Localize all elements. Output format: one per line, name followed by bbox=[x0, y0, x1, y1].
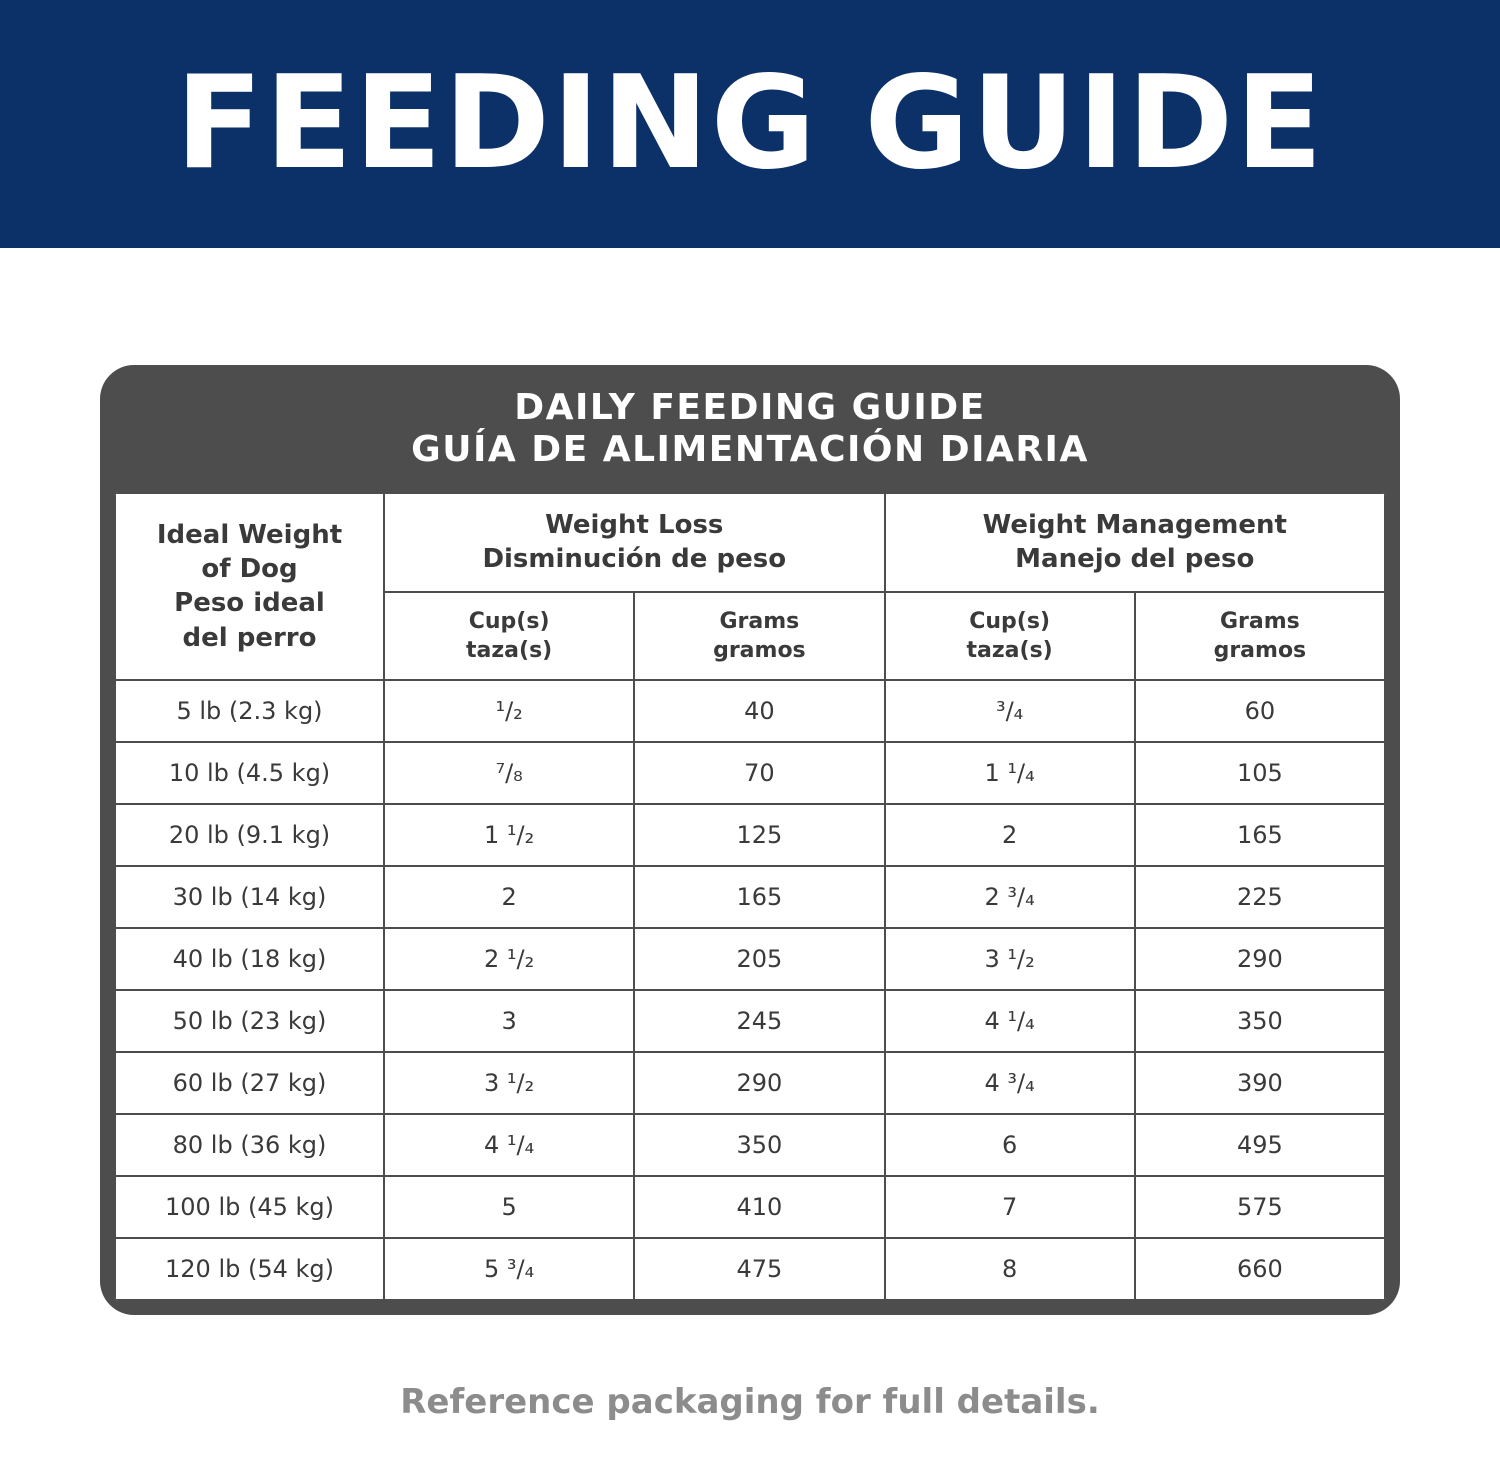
cell-loss-cups: 1 ¹/₂ bbox=[384, 804, 634, 866]
table-row bbox=[115, 1052, 1385, 1114]
card-header bbox=[100, 365, 1400, 492]
cell-loss-grams: 290 bbox=[634, 1052, 884, 1114]
cell-mgmt-cups: 4 ³/₄ bbox=[885, 1052, 1135, 1114]
header-mgmt-grams bbox=[1135, 592, 1385, 680]
cell-loss-grams: 475 bbox=[634, 1238, 884, 1300]
cell-mgmt-grams: 60 bbox=[1135, 680, 1385, 742]
header-group-weight-loss bbox=[384, 493, 885, 592]
header-ideal-weight-en-line2: of Dog bbox=[201, 553, 298, 584]
cell-mgmt-grams: 495 bbox=[1135, 1114, 1385, 1176]
header-group-weight-loss-en: Weight Loss bbox=[545, 509, 724, 540]
table-row bbox=[115, 804, 1385, 866]
cell-ideal-weight: 40 lb (18 kg) bbox=[115, 928, 384, 990]
cell-mgmt-cups: ³/₄ bbox=[885, 680, 1135, 742]
cell-loss-grams: 40 bbox=[634, 680, 884, 742]
cell-mgmt-cups: 8 bbox=[885, 1238, 1135, 1300]
cell-ideal-weight: 30 lb (14 kg) bbox=[115, 866, 384, 928]
footer-note: Reference packaging for full details. bbox=[400, 1382, 1100, 1422]
cell-ideal-weight: 5 lb (2.3 kg) bbox=[115, 680, 384, 742]
header-mgmt-cups bbox=[885, 592, 1135, 680]
cell-loss-cups: 3 bbox=[384, 990, 634, 1052]
cell-loss-cups: ¹/₂ bbox=[384, 680, 634, 742]
header-loss-grams-en: Grams bbox=[719, 608, 800, 634]
cell-mgmt-grams: 165 bbox=[1135, 804, 1385, 866]
cell-loss-cups: 4 ¹/₄ bbox=[384, 1114, 634, 1176]
table-row bbox=[115, 742, 1385, 804]
cell-loss-cups: 2 ¹/₂ bbox=[384, 928, 634, 990]
table-row bbox=[115, 1238, 1385, 1300]
table-row bbox=[115, 680, 1385, 742]
cell-mgmt-grams: 225 bbox=[1135, 866, 1385, 928]
cell-mgmt-grams: 390 bbox=[1135, 1052, 1385, 1114]
cell-loss-cups: ⁷/₈ bbox=[384, 742, 634, 804]
cell-ideal-weight: 120 lb (54 kg) bbox=[115, 1238, 384, 1300]
cell-loss-grams: 70 bbox=[634, 742, 884, 804]
table-header-row-1 bbox=[115, 493, 1385, 592]
header-group-weight-loss-es: Disminución de peso bbox=[482, 544, 787, 575]
cell-loss-grams: 350 bbox=[634, 1114, 884, 1176]
cell-loss-cups: 2 bbox=[384, 866, 634, 928]
header-group-weight-management-en: Weight Management bbox=[982, 509, 1287, 540]
cell-mgmt-cups: 1 ¹/₄ bbox=[885, 742, 1135, 804]
cell-mgmt-cups: 6 bbox=[885, 1114, 1135, 1176]
cell-mgmt-cups: 2 bbox=[885, 804, 1135, 866]
cell-ideal-weight: 60 lb (27 kg) bbox=[115, 1052, 384, 1114]
cell-ideal-weight: 20 lb (9.1 kg) bbox=[115, 804, 384, 866]
table-row bbox=[115, 1176, 1385, 1238]
cell-ideal-weight: 50 lb (23 kg) bbox=[115, 990, 384, 1052]
cell-loss-cups: 5 ³/₄ bbox=[384, 1238, 634, 1300]
header-group-weight-management bbox=[885, 493, 1386, 592]
daily-feeding-guide-card bbox=[100, 365, 1400, 1315]
table-row bbox=[115, 990, 1385, 1052]
header-loss-grams bbox=[634, 592, 884, 680]
card-header-title-en: DAILY FEEDING GUIDE bbox=[514, 387, 986, 428]
header-mgmt-cups-en: Cup(s) bbox=[969, 608, 1050, 634]
table-row bbox=[115, 866, 1385, 928]
cell-ideal-weight: 100 lb (45 kg) bbox=[115, 1176, 384, 1238]
header-ideal-weight bbox=[115, 493, 384, 680]
header-mgmt-grams-es: gramos bbox=[1213, 637, 1307, 663]
cell-ideal-weight: 10 lb (4.5 kg) bbox=[115, 742, 384, 804]
header-loss-cups bbox=[384, 592, 634, 680]
header-group-weight-management-es: Manejo del peso bbox=[1015, 544, 1255, 575]
header-loss-cups-es: taza(s) bbox=[466, 637, 553, 663]
header-mgmt-cups-es: taza(s) bbox=[966, 637, 1053, 663]
cell-mgmt-cups: 4 ¹/₄ bbox=[885, 990, 1135, 1052]
header-ideal-weight-es-line2: del perro bbox=[182, 622, 317, 653]
cell-mgmt-cups: 7 bbox=[885, 1176, 1135, 1238]
cell-loss-grams: 205 bbox=[634, 928, 884, 990]
cell-mgmt-grams: 105 bbox=[1135, 742, 1385, 804]
table-row bbox=[115, 1114, 1385, 1176]
cell-ideal-weight: 80 lb (36 kg) bbox=[115, 1114, 384, 1176]
cell-mgmt-grams: 290 bbox=[1135, 928, 1385, 990]
cell-loss-grams: 410 bbox=[634, 1176, 884, 1238]
cell-loss-cups: 5 bbox=[384, 1176, 634, 1238]
header-ideal-weight-es-line1: Peso ideal bbox=[174, 588, 325, 619]
page-title: FEEDING GUIDE bbox=[175, 49, 1325, 198]
daily-feeding-table bbox=[114, 492, 1386, 1301]
table-row bbox=[115, 928, 1385, 990]
cell-mgmt-cups: 2 ³/₄ bbox=[885, 866, 1135, 928]
header-loss-cups-en: Cup(s) bbox=[468, 608, 550, 634]
cell-loss-grams: 245 bbox=[634, 990, 884, 1052]
header-loss-grams-es: gramos bbox=[713, 637, 806, 663]
cell-loss-grams: 125 bbox=[634, 804, 884, 866]
cell-loss-grams: 165 bbox=[634, 866, 884, 928]
feeding-guide-banner bbox=[0, 0, 1500, 248]
header-ideal-weight-en-line1: Ideal Weight bbox=[156, 519, 343, 550]
cell-loss-cups: 3 ¹/₂ bbox=[384, 1052, 634, 1114]
cell-mgmt-grams: 660 bbox=[1135, 1238, 1385, 1300]
feeding-table-wrapper bbox=[100, 492, 1400, 1315]
cell-mgmt-grams: 575 bbox=[1135, 1176, 1385, 1238]
cell-mgmt-cups: 3 ¹/₂ bbox=[885, 928, 1135, 990]
header-mgmt-grams-en: Grams bbox=[1219, 608, 1300, 634]
cell-mgmt-grams: 350 bbox=[1135, 990, 1385, 1052]
card-header-title-es: GUÍA DE ALIMENTACIÓN DIARIA bbox=[411, 429, 1089, 471]
